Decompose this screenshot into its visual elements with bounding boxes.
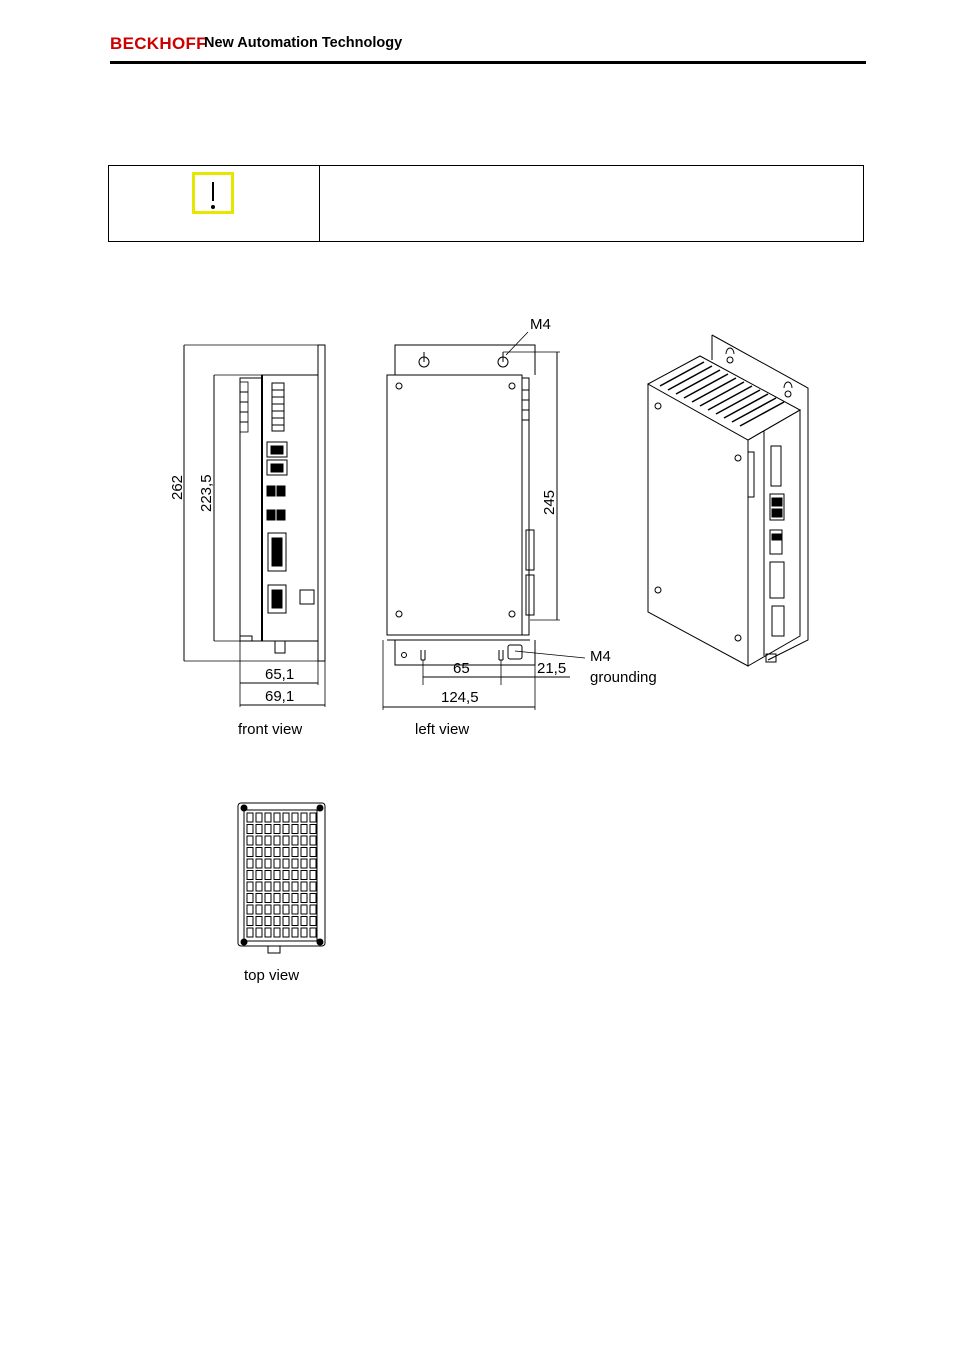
header-tagline: New Automation Technology xyxy=(204,35,403,51)
dim-height-body: 223,5 xyxy=(198,474,215,512)
label-m4-top: M4 xyxy=(530,316,551,333)
left-view-drawing xyxy=(383,332,585,710)
dim-depth-total: 69,1 xyxy=(265,688,295,705)
dim-width-left: 124,5 xyxy=(441,689,479,706)
front-view-caption: front view xyxy=(238,721,303,738)
isometric-view-drawing xyxy=(648,335,808,666)
label-grounding: grounding xyxy=(590,669,657,686)
top-view-drawing xyxy=(238,803,325,953)
beckhoff-logo: BECKHOFF xyxy=(110,34,207,53)
label-m4-bottom: M4 xyxy=(590,648,611,665)
top-view-vent-grid xyxy=(247,813,316,937)
dim-height-left: 245 xyxy=(541,489,558,515)
dim-height-total: 262 xyxy=(169,474,186,500)
left-view-caption: left view xyxy=(415,721,470,738)
dim-hole-spacing: 65 xyxy=(453,660,470,677)
front-view-drawing xyxy=(184,345,325,707)
dim-hole-offset: 21,5 xyxy=(537,660,567,677)
dim-depth-body: 65,1 xyxy=(265,666,295,683)
top-view-caption: top view xyxy=(244,967,300,984)
